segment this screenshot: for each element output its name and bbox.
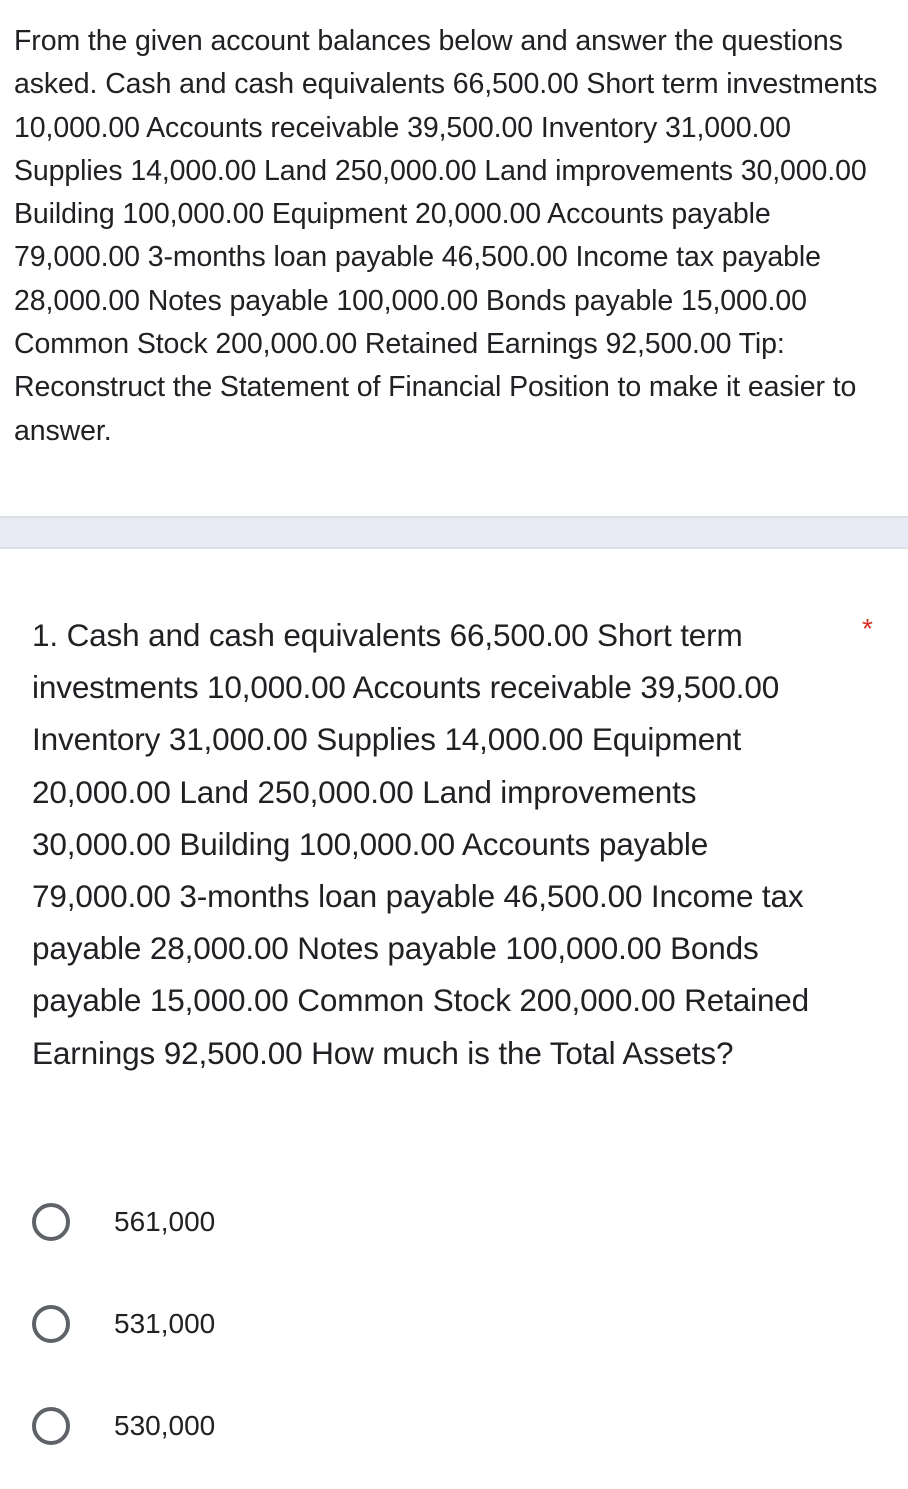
section-divider — [0, 516, 908, 549]
form-description: From the given account balances below and answer the questions asked. Cash and cash equivalents 66,500.00 Short term investments 10,000.00 Accounts receivable 39,500.00 Inventory 31,000.00 Supplies 14,000.00 Land 250,000.00 Land improvements 30,000.00 Building 100,000.00 Equipment 20,000.00 Accounts payable 79,000.00 3-months loan payable 46,500.00 Income tax payable 28,000.00 Notes payable 100,000.00 Bonds payable 15,000.00 Common Stock 200,000.00 Retained Earnings 92,500.00 Tip: Reconstruct the Statement of Financial Position to make it easier to answer. — [14, 25, 878, 447]
radio-button-icon[interactable] — [32, 1305, 70, 1343]
radio-button-icon[interactable] — [32, 1407, 70, 1445]
answer-option-2[interactable] — [32, 1300, 215, 1348]
answer-option-1[interactable] — [32, 1198, 215, 1246]
answer-option-3[interactable] — [32, 1402, 215, 1450]
question-title: 1. Cash and cash equivalents 66,500.00 Short term investments 10,000.00 Accounts receivable 39,500.00 Inventory 31,000.00 Supplies 14,000.00 Equipment 20,000.00 Land 250,000.00 Land improvements 30,000.00 Building 100,000.00 Accounts payable 79,000.00 3-months loan payable 46,500.00 Income tax payable 28,000.00 Notes payable 100,000.00 Bonds payable 15,000.00 Common Stock 200,000.00 Retained Earnings 92,500.00 How much is the Total Assets? — [32, 617, 810, 1071]
option-label: 561,000 — [114, 1206, 216, 1237]
option-label: 530,000 — [114, 1410, 216, 1441]
option-label: 531,000 — [114, 1308, 216, 1339]
question-card — [0, 549, 908, 1489]
radio-button-icon[interactable] — [32, 1203, 70, 1241]
required-asterisk: * — [862, 613, 873, 644]
